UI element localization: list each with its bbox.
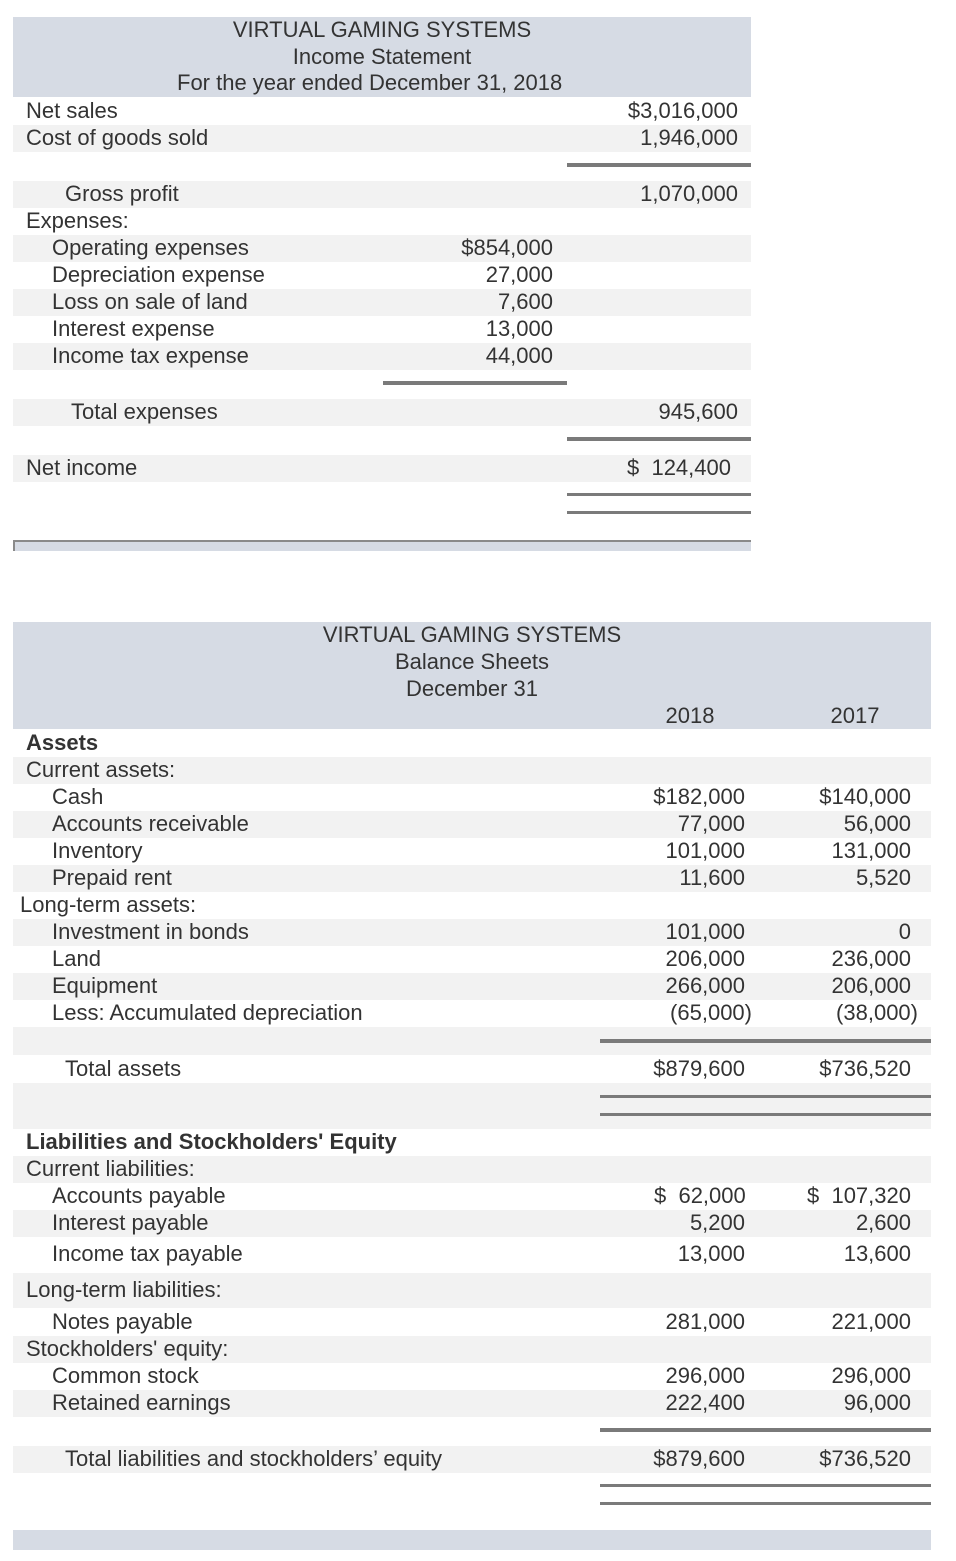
liability-value-2017: $ 107,320: [807, 1183, 911, 1208]
asset-value-2018: 206,000: [665, 946, 745, 971]
asset-label: Equipment: [52, 973, 158, 998]
equity-value-2018: 222,400: [665, 1390, 745, 1415]
equity-item-label: Common stock: [52, 1363, 199, 1388]
equity-underline: [600, 1428, 931, 1432]
asset-value-2017: 56,000: [843, 811, 911, 836]
balance-sheet-footer-bar: [13, 1530, 931, 1550]
asset-label: Accounts receivable: [52, 811, 249, 836]
expense-label: Loss on sale of land: [52, 289, 248, 314]
liability-value-2017: 2,600: [855, 1210, 911, 1235]
asset-value-2017: 206,000: [831, 973, 911, 998]
net-income-value: $ 124,400: [627, 455, 731, 480]
total-le-double-underline-top: [600, 1484, 931, 1487]
notes-payable-label: Notes payable: [52, 1309, 193, 1334]
asset-value-2017: (38,000): [836, 1000, 918, 1025]
expense-value: 7,600: [497, 289, 553, 314]
asset-value-2018: 77,000: [677, 811, 745, 836]
expenses-label: Expenses:: [26, 208, 129, 233]
liability-value-2018: $ 62,000: [654, 1183, 746, 1208]
total-assets-double-underline-top: [600, 1095, 931, 1098]
cogs-underline: [567, 163, 751, 167]
expense-label: Depreciation expense: [52, 262, 265, 287]
gross-profit-value: 1,070,000: [640, 181, 738, 206]
total-assets-2018: $879,600: [653, 1056, 745, 1081]
col-header-2017: 2017: [830, 703, 880, 728]
gross-profit-label: Gross profit: [65, 181, 179, 206]
total-expenses-label: Total expenses: [71, 399, 218, 424]
equity-label: Stockholders' equity:: [26, 1336, 229, 1361]
total-expenses-underline: [567, 437, 751, 441]
total-assets-2017: $736,520: [819, 1056, 911, 1081]
expense-value: 44,000: [485, 343, 553, 368]
cogs-value: 1,946,000: [640, 125, 738, 150]
asset-label: Prepaid rent: [52, 865, 172, 890]
equity-value-2017: 296,000: [831, 1363, 911, 1388]
is-period: For the year ended December 31, 2018: [177, 70, 563, 95]
asset-label: Land: [52, 946, 101, 971]
equity-value-2018: 296,000: [665, 1363, 745, 1388]
expense-value: 27,000: [485, 262, 553, 287]
asset-value-2018: (65,000): [670, 1000, 752, 1025]
net-income-label: Net income: [26, 455, 138, 480]
expense-label: Income tax expense: [52, 343, 249, 368]
long-term-liabilities-label: Long-term liabilities:: [26, 1277, 222, 1302]
current-assets-label: Current assets:: [26, 757, 176, 782]
assets-underline: [600, 1039, 931, 1043]
asset-value-2017: 236,000: [831, 946, 911, 971]
equity-item-label: Retained earnings: [52, 1390, 231, 1415]
asset-value-2018: 266,000: [665, 973, 745, 998]
net-sales-label: Net sales: [26, 98, 118, 123]
net-income-double-underline-bottom: [567, 511, 751, 514]
asset-label: Cash: [52, 784, 104, 809]
asset-value-2017: 131,000: [831, 838, 911, 863]
liability-label: Interest payable: [52, 1210, 209, 1235]
is-title: Income Statement: [292, 44, 472, 69]
liability-label: Income tax payable: [52, 1241, 243, 1266]
current-liabilities-label: Current liabilities:: [26, 1156, 195, 1181]
notes-payable-2018: 281,000: [665, 1309, 745, 1334]
total-liabilities-equity-2018: $879,600: [653, 1446, 745, 1471]
long-term-assets-label: Long-term assets:: [20, 892, 197, 917]
asset-value-2017: 5,520: [855, 865, 911, 890]
asset-value-2017: $140,000: [819, 784, 911, 809]
liabilities-heading: Liabilities and Stockholders' Equity: [26, 1129, 397, 1154]
asset-label: Less: Accumulated depreciation: [52, 1000, 363, 1025]
notes-payable-2017: 221,000: [831, 1309, 911, 1334]
is-company-name: VIRTUAL GAMING SYSTEMS: [232, 17, 532, 42]
expense-value: $854,000: [461, 235, 553, 260]
cogs-label: Cost of goods sold: [26, 125, 209, 150]
asset-value-2017: 0: [898, 919, 911, 944]
assets-heading: Assets: [26, 730, 99, 755]
total-expenses-value: 945,600: [658, 399, 738, 424]
asset-value-2018: 101,000: [665, 838, 745, 863]
total-liabilities-equity-label: Total liabilities and stockholders’ equity: [65, 1446, 443, 1471]
asset-value-2018: $182,000: [653, 784, 745, 809]
expenses-underline: [383, 381, 567, 385]
total-le-double-underline-bottom: [600, 1502, 931, 1505]
col-header-2018: 2018: [665, 703, 715, 728]
asset-value-2018: 11,600: [679, 865, 745, 890]
total-liabilities-equity-2017: $736,520: [819, 1446, 911, 1471]
liability-value-2017: 13,600: [843, 1241, 911, 1266]
equity-value-2017: 96,000: [843, 1390, 911, 1415]
total-assets-label: Total assets: [65, 1056, 182, 1081]
liability-label: Accounts payable: [52, 1183, 226, 1208]
net-sales-value: $3,016,000: [627, 98, 738, 123]
liability-value-2018: 5,200: [689, 1210, 745, 1235]
asset-label: Investment in bonds: [52, 919, 249, 944]
expense-label: Interest expense: [52, 316, 215, 341]
total-assets-double-underline-bottom: [600, 1113, 931, 1116]
asset-value-2018: 101,000: [665, 919, 745, 944]
expense-value: 13,000: [485, 316, 553, 341]
asset-label: Inventory: [52, 838, 143, 863]
bs-title: Balance Sheets: [394, 649, 550, 674]
net-income-double-underline-top: [567, 493, 751, 496]
bs-date: December 31: [405, 676, 539, 701]
liability-value-2018: 13,000: [677, 1241, 745, 1266]
bs-company-name: VIRTUAL GAMING SYSTEMS: [322, 622, 622, 647]
expense-label: Operating expenses: [52, 235, 249, 260]
